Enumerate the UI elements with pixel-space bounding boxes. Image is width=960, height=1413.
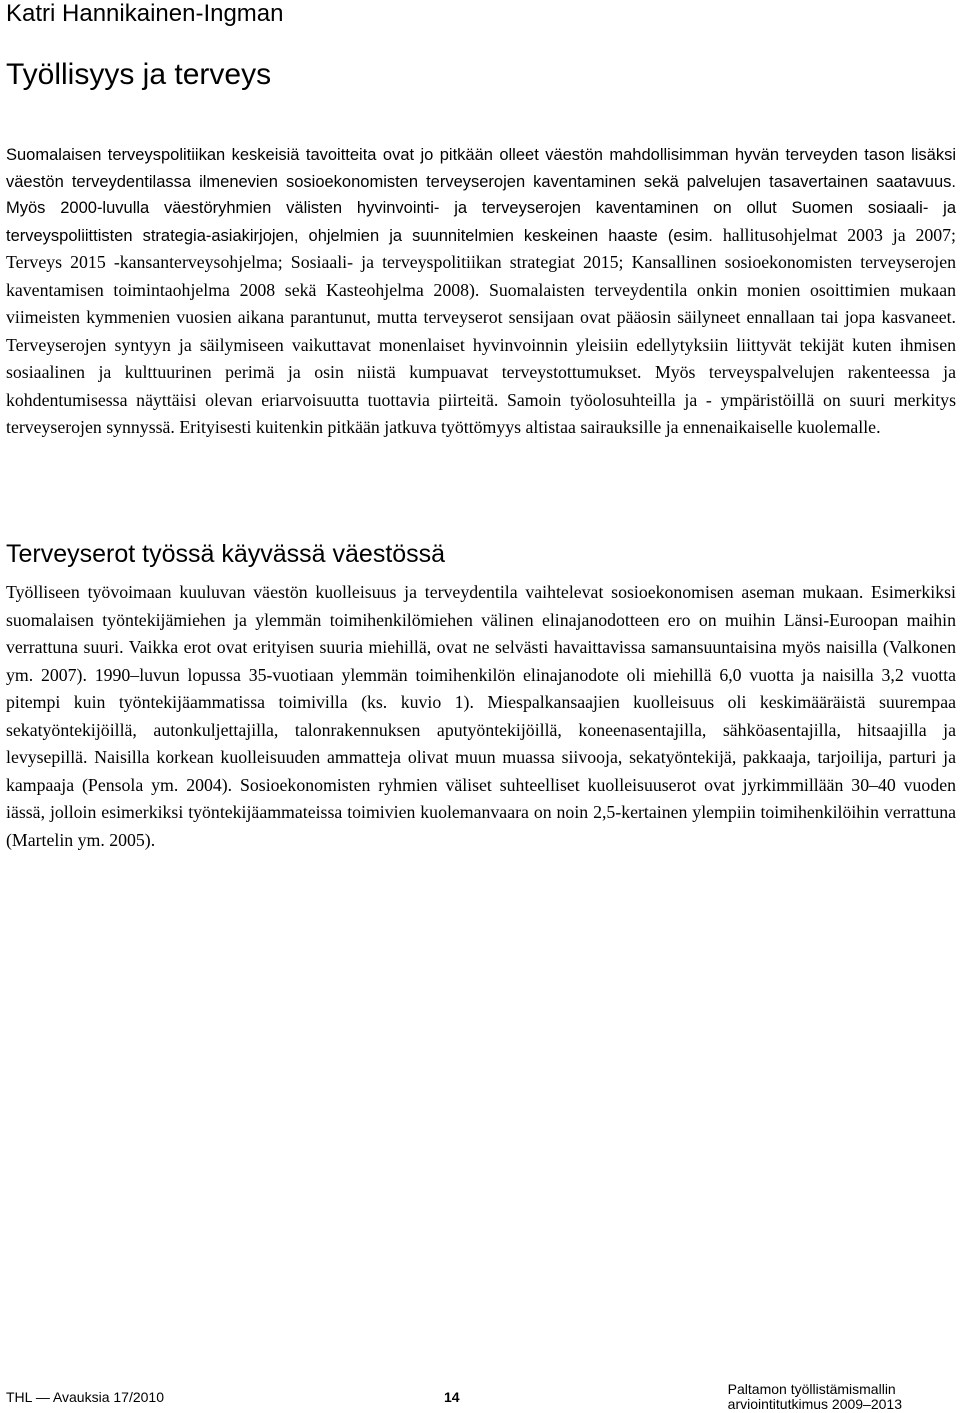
paragraph-2-text: Työlliseen työvoimaan kuuluvan väestön kuolleisuus ja terveydentila vaihtelevat sosioekonomisen aseman mukaan. Esimerkiksi suomalaisen työntekijämiehen ja ylemmän toimihenkilömiehen välinen elinajanodotteen ero on muihin Länsi-Euroopan maihin verrattuna suuri. Vaikka erot ovat erityisen suuria miehillä, ovat ne selvästi havaittavissa samansuuntaisina myös naisilla (Valkonen ym. 2007). 1990–luvun lopussa 35-vuotiaan ylemmän toimihenkilön elinajanodote oli miehillä 6,0 vuotta ja naisilla 3,2 vuotta pitempi kuin työntekijäammatissa toimivilla (ks. kuvio 1). Miespalkansaajien kuolleisuus oli keskimääräistä suurempaa sekatyöntekijöillä, autonkuljettajilla, talonrakennuksen aputyöntekijöillä, koneenasentajilla, sähköasentajilla, hitsaajilla ja levysepillä. Naisilla korkean kuolleisuuden ammatteja olivat muun muassa siivooja, sekatyöntekijä, pakkaaja, tarjoilija, parturi ja kampaaja (Pensola ym. 2004). Sosioekonomisten ryhmien väliset suhteelliset kuolleisuuserot ovat jyrkimmillään 30–40 vuoden iässä, jolloin esimerkiksi työntekijäammateissa toimivien kuolemanvaara on noin 2,5-kertainen ylempiin toimihenkilöihin verrattuna (Martelin ym. 2005).: [6, 582, 956, 850]
page-footer: [0, 1382, 960, 1413]
author-name: Katri Hannikainen-Ingman: [6, 0, 284, 27]
paragraph-1-serif-segment: hallitusohjelmat 2003 ja 2007; Terveys 2015 -kansanterveysohjelma; Sosiaali- ja terveyspolitiikan strategiat 2015; Kansallinen sosioekonomisten terveyserojen kaventamisen toimintaohjelma 2008 sekä Kasteohjelma 2008). Suomalaisten terveydentila onkin monien osoittimien mukaan viimeisten kymmenien vuosien aikana parantunut, mutta terveyserot sensijaan ovat pääosin säilyneet ennallaan tai jopa kasvaneet. Terveyserojen syntyyn ja säilymiseen vaikuttavat monenlaiset hyvinvoinnin yleisiin edellytyksiin liittyvät tekijät kuten ihmisen sosiaalinen ja kulttuurinen perimä ja osin niistä kumpuavat terveystottumukset. Myös terveyspalvelujen rakenteessa ja kohdentumisessa näyttäisi olevan eriarvoisuutta tuottavia piirteitä. Samoin työolosuhteilla ja - ympäristöillä on suuri merkitys terveyserojen synnyssä. Erityisesti kuitenkin pitkään jatkuva työttömyys altistaa sairauksille ja ennenaikaiselle kuolemalle.: [6, 224, 956, 437]
body-paragraph-2: [6, 579, 956, 854]
footer-report-line-2: arviointitutkimus 2009–2013: [727, 1396, 902, 1412]
footer-report-line-1: Paltamon työllistämismallin: [727, 1381, 896, 1397]
footer-report-title: [728, 1382, 902, 1412]
paragraph-1-sans-segment: Suomalaisen terveyspolitiikan keskeisiä tavoitteita ovat jo pitkään olleet väestön mahdollisimman hyvän terveyden tason lisäksi väestön terveydentilassa ilmenevien sosioekonomisten terveyserojen kaventaminen sekä palvelujen tasavertainen saatavuus. Myös 2000-luvulla väestöryhmien välisten hyvinvointi- ja terveyserojen kaventaminen on ollut Suomen sosiaali- ja terveyspoliittisten strategia-asiakirjojen, ohjelmien ja suunnitelmien keskeinen haaste (esim.: [6, 146, 956, 245]
body-paragraph-1: [6, 142, 956, 442]
page-number: 14: [444, 1389, 460, 1405]
footer-publication: THL — Avauksia 17/2010: [6, 1389, 164, 1405]
page-title: Työllisyys ja terveys: [6, 58, 272, 91]
section-heading: Terveyserot työssä käyvässä väestössä: [6, 540, 446, 568]
